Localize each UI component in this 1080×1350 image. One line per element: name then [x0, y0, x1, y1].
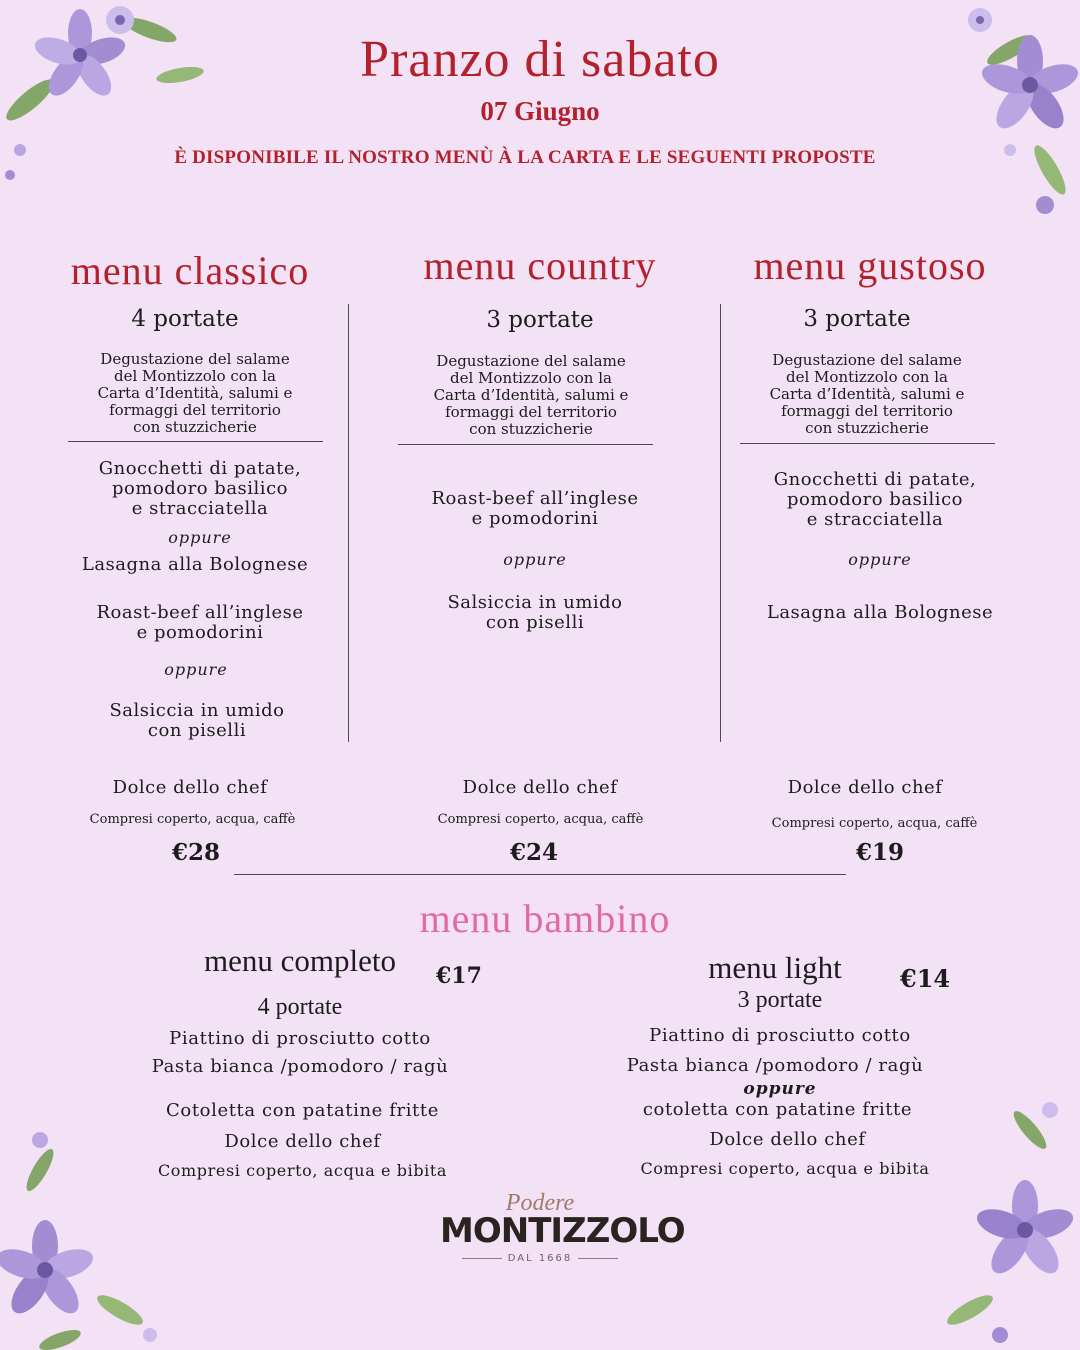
menu-completo-price: €17	[436, 963, 482, 989]
menu-light-title: menu light	[708, 950, 842, 985]
menu-completo-courses: 4 portate	[257, 994, 343, 1020]
section-divider	[234, 874, 846, 875]
page-title: Pranzo di sabato	[360, 31, 720, 88]
menu-country-main-b: Salsiccia in umido con piselli	[447, 592, 623, 633]
logo-montizzolo: MONTIZZOLO	[440, 1211, 685, 1251]
menu-bambino-title: menu bambino	[419, 896, 671, 941]
menu-classico-oppure-2: oppure	[164, 660, 228, 679]
menu-country-price: €24	[509, 839, 558, 866]
menu-classico-starter: Degustazione del salame del Montizzolo con la Carta d’Identità, salumi e formaggi del territorio con stuzzicherie	[97, 350, 293, 436]
menu-completo-item-1: Piattino di prosciutto cotto	[169, 1028, 431, 1049]
logo-podere: Podere	[505, 1190, 575, 1216]
logo-line-right	[578, 1258, 618, 1259]
menu-completo-item-2: Pasta bianca /pomodoro / ragù	[151, 1056, 449, 1077]
menu-country-main-a: Roast-beef all’inglese e pomodorini	[431, 488, 639, 529]
menu-classico-oppure-1: oppure	[168, 528, 232, 547]
menu-gustoso-courses: 3 portate	[803, 306, 911, 332]
menu-light-item-5: Compresi coperto, acqua e bibita	[640, 1159, 930, 1178]
menu-completo-item-3: Cotoletta con patatine fritte	[166, 1100, 439, 1121]
menu-classico-dessert: Dolce dello chef	[112, 777, 268, 798]
menu-classico-first-b: Lasagna alla Bolognese	[81, 554, 309, 575]
menu-country-starter: Degustazione del salame del Montizzolo con la Carta d’Identità, salumi e formaggi del territorio con stuzzicherie	[433, 352, 629, 438]
menu-light-item-2: Pasta bianca /pomodoro / ragù	[626, 1055, 924, 1076]
menu-country-oppure: oppure	[503, 550, 567, 569]
menu-gustoso-title: menu gustoso	[753, 243, 987, 288]
menu-light-item-4: Dolce dello chef	[709, 1129, 866, 1150]
logo-since: DAL 1668	[507, 1253, 573, 1264]
menu-gustoso-included: Compresi coperto, acqua, caffè	[771, 816, 978, 831]
menu-light-price: €14	[900, 964, 951, 993]
menu-completo-title: menu completo	[204, 943, 396, 978]
menu-classico-divider	[68, 441, 323, 442]
menu-country-divider	[398, 444, 653, 445]
menu-classico-included: Compresi coperto, acqua, caffè	[89, 812, 296, 827]
menu-gustoso-divider	[740, 443, 995, 444]
menu-gustoso-main-b: Lasagna alla Bolognese	[766, 602, 994, 623]
menu-country-courses: 3 portate	[486, 307, 594, 333]
brand-logo	[440, 1190, 685, 1264]
menu-gustoso-starter: Degustazione del salame del Montizzolo con la Carta d’Identità, salumi e formaggi del territorio con stuzzicherie	[769, 351, 965, 437]
menu-light-item-1: Piattino di prosciutto cotto	[649, 1025, 911, 1046]
menu-completo-item-4: Dolce dello chef	[224, 1131, 381, 1152]
logo-line-left	[462, 1258, 502, 1259]
menu-light-item-3: cotoletta con patatine fritte	[642, 1099, 913, 1120]
menu-country-title: menu country	[423, 243, 657, 288]
menu-country-included: Compresi coperto, acqua, caffè	[437, 812, 644, 827]
menu-classico-first-a: Gnocchetti di patate, pomodoro basilico e stracciatella	[98, 458, 302, 519]
menu-gustoso-oppure: oppure	[848, 550, 912, 569]
menu-light-oppure: oppure	[743, 1079, 817, 1099]
menu-gustoso-main-a: Gnocchetti di patate, pomodoro basilico e stracciatella	[773, 469, 977, 530]
event-date: 07 Giugno	[480, 96, 600, 126]
column-divider-right	[720, 304, 721, 742]
menu-light-courses: 3 portate	[737, 987, 823, 1013]
menu-classico-title: menu classico	[70, 248, 310, 293]
menu-classico-second-b: Salsiccia in umido con piselli	[109, 700, 285, 741]
menu-classico-second-a: Roast-beef all’inglese e pomodorini	[96, 602, 304, 643]
column-divider-left	[348, 304, 349, 742]
menu-country-dessert: Dolce dello chef	[462, 777, 618, 798]
menu-gustoso-dessert: Dolce dello chef	[787, 777, 943, 798]
notice-text: È DISPONIBILE IL NOSTRO MENÙ À LA CARTA E LE SEGUENTI PROPOSTE	[174, 147, 876, 168]
menu-classico-courses: 4 portate	[131, 306, 239, 332]
menu-completo-item-5: Compresi coperto, acqua e bibita	[157, 1161, 448, 1180]
menu-gustoso-price: €19	[855, 839, 904, 866]
menu-classico-price: €28	[171, 839, 220, 866]
